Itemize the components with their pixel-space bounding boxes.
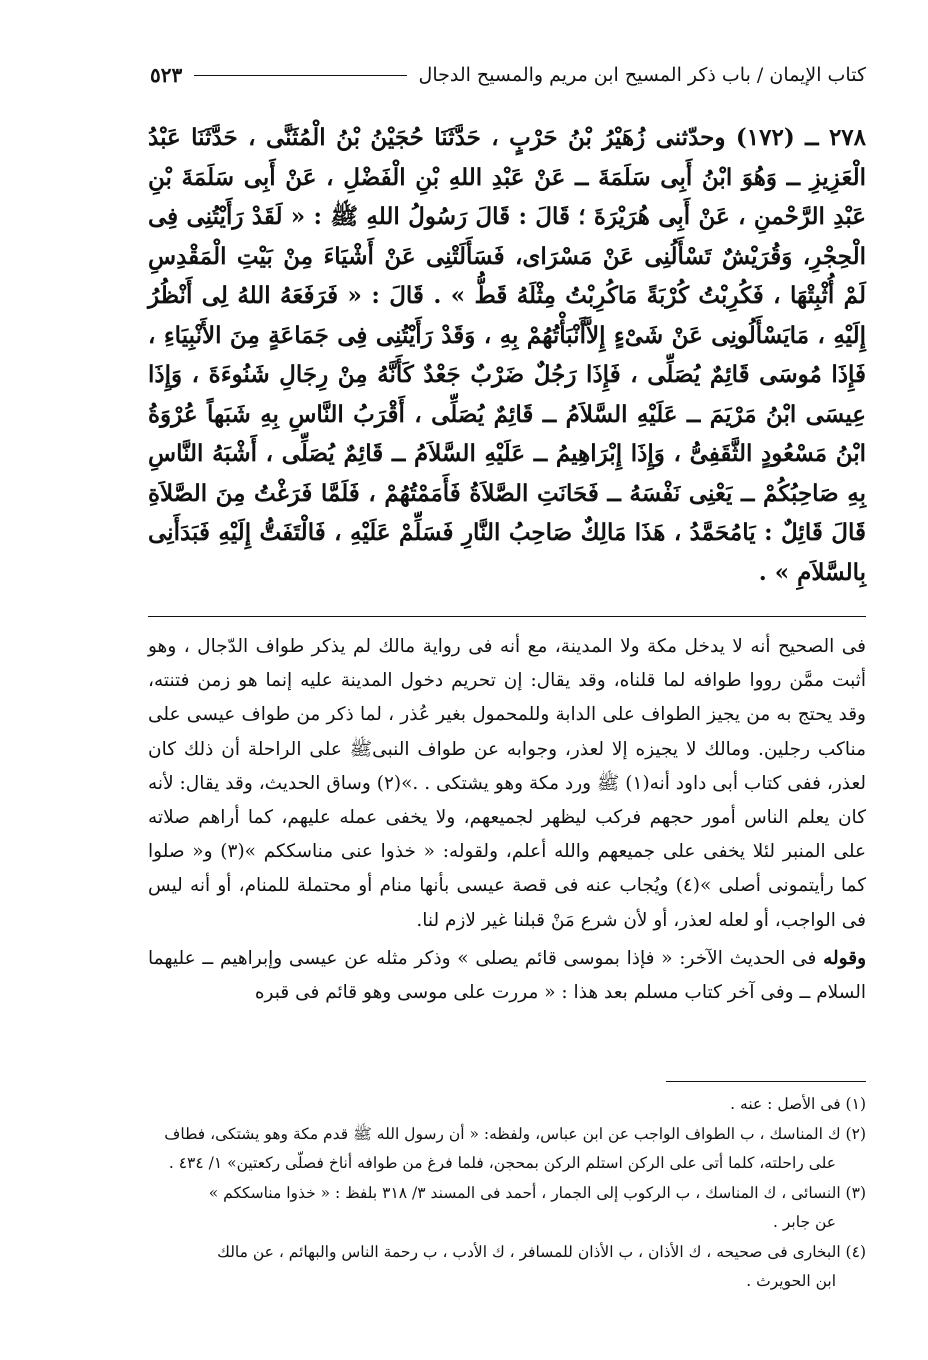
footnote-4: (٤) البخارى فى صحيحه ، ك الأذان ، ب الأذان للمسافر ، ك الأدب ، ب رحمة الناس والبهائم ، عن مالك [217, 1242, 866, 1261]
page-number: ٥٢٣ [150, 63, 183, 87]
running-title: كتاب الإيمان / باب ذكر المسيح ابن مريم والمسيح الدجال [418, 64, 866, 86]
footnote-1: (١) فى الأصل : عنه . [730, 1095, 866, 1113]
commentary-text [148, 630, 866, 1010]
commentary-paragraph-2 [148, 942, 866, 1010]
hadith-paragraph: ٢٧٨ ــ (١٧٢) وحدّثنى زُهَيْرُ بْنُ حَرْبٍ ، حَدَّثَنَا حُجَيْنُ بْنُ الْمُثَنَّى ، حَدَّثَنَا عَبْدُ الْعَزِيزِ ــ وَهُوَ ابْنُ أَبِى سَلَمَةَ ــ عَنْ عَبْدِ اللهِ بْنِ الْفَضْلِ ، عَنْ أَبِى سَلَمَةَ بْنِ عَبْدِ الرَّحْمنِ ، عَنْ أَبِى هُرَيْرَةَ ؛ قَالَ : قَالَ رَسُولُ اللهِ ﷺ : « لَقَدْ رَأَيْتُنِى فِى الْحِجْرِ، وَقُرَيْشٌ تَسْأَلُنِى عَنْ مَسْرَاى، فَسَأَلَتْنِى عَنْ أَشْيَاءَ مِنْ بَيْتِ الْمَقْدِسِ لَمْ أُثْبِتْهَا ، فَكُرِبْتُ كُرْبَةً مَاكُرِبْتُ مِثْلَهُ قَطُّ » . قَالَ : « فَرَفَعَهُ اللهُ لِى أَنْظُرُ إِلَيْهِ ، مَايَسْأَلُونِى عَنْ شَىْءٍ إِلاَّأَنْبَأْتُهُمْ بِهِ ، وَقَدْ رَأَيْتُنِى فِى جَمَاعَةٍ مِنَ الأَنْبِيَاءِ ، فَإِذَا مُوسَى قَائِمٌ يُصَلِّى ، فَإِذَا رَجُلٌ ضَرْبٌ جَعْدٌ كَأَنَّهُ مِنْ رِجَالِ شَنُوءَةَ ، وَإِذَا عِيسَى ابْنُ مَرْيَمَ ــ عَلَيْهِ السَّلاَمُ ــ قَائِمٌ يُصَلِّى ، أَقْرَبُ النَّاسِ بِهِ شَبَهاً عُرْوَةُ ابْنُ مَسْعُودٍ الثَّقَفِىُّ ، وَإِذَا إِبْرَاهِيمُ ــ عَلَيْهِ السَّلاَمُ ــ قَائِمٌ يُصَلِّى ، أَشْبَهُ النَّاسِ بِهِ صَاحِبُكُمْ ــ يَعْنِى نَفْسَهُ ــ فَحَانَتِ الصَّلاَةُ فَأَمَمْتُهُمْ ، فَلَمَّا فَرَغْتُ مِنَ الصَّلاَةِ قَالَ قَائِلٌ : يَامُحَمَّدُ ، هَذَا مَالِكٌ صَاحِبُ النَّارِ فَسَلِّمْ عَلَيْهِ ، فَالْتَفَتُّ إِلَيْهِ فَبَدَأَنِى بِالسَّلاَمِ » . [148, 124, 866, 586]
commentary-lead-word: وقوله [823, 947, 866, 969]
main-divider [148, 616, 866, 617]
footnote-3-continuation: عن جابر . [773, 1213, 836, 1231]
commentary-paragraph-2-body: فى الحديث الآخر: « فإذا بموسى قائم يصلى » وذكر مثله عن عيسى وإبراهيم ــ عليهما السلام ــ وفى آخر كتاب مسلم بعد هذا : « مررت على موسى وهو قائم فى قبره [148, 947, 866, 1004]
commentary-paragraph-1: فى الصحيح أنه لا يدخل مكة ولا المدينة، مع أنه فى رواية مالك لم يذكر طواف الدّجال ، وهو أثبت ممَّن رووا طوافه لما قلناه، وقد يقال: إن تحريم دخول المدينة عليه إنما هو زمن فتنته، وقد يحتج به من يجيز الطواف على الدابة وللمحمول بغير عُذر ، لما ذكر من طواف عيسى على مناكب رجلين. ومالك لا يجيزه إلا لعذر، وجوابه عن طواف النبىﷺ على الراحلة أن ذلك كان لعذر، ففى كتاب أبى داود أنه(١) ﷺ ورد مكة وهو يشتكى . .»(٢) وساق الحديث، وقد يقال: لأنه كان يعلم الناس أمور حجهم فركب ليظهر لجميعهم، ولا يخفى عمله عليهم، كما أراهم صلاته على المنبر لئلا يخفى على جميعهم والله أعلم، ولقوله: « خذوا عنى مناسككم »(٣) و« صلوا كما رأيتمونى أصلى »(٤) ويُجاب عنه فى قصة عيسى بأنها منام أو محتملة للمنام، أو أنه ليس فى الواجب، أو لعله لعذر، أو لأن شرع مَنْ قبلنا غير لازم لنا. [148, 636, 867, 931]
footnote-2: (٢) ك المناسك ، ب الطواف الواجب عن ابن عباس، ولفظه: « أن رسول الله ﷺ قدم مكة وهو يشتكى، فطاف [164, 1124, 866, 1143]
footnote-2-continuation: على راحلته، كلما أتى على الركن استلم الركن بمحجن، فلما فرغ من طوافه أناخ فصلّى ركعتين» ١/ ٤٣٤ . [168, 1154, 836, 1172]
footnote-divider [666, 1081, 866, 1082]
header-rule [194, 75, 406, 76]
hadith-text [148, 118, 866, 592]
footnote-3: (٣) النسائى ، ك المناسك ، ب الركوب إلى الجمار ، أحمد فى المسند ٣/ ٣١٨ بلفظ : « خذوا مناسككم » [208, 1183, 866, 1202]
footnotes [148, 1090, 866, 1297]
footnote-4-continuation: ابن الحويرث . [746, 1272, 836, 1290]
page-header [150, 58, 866, 92]
